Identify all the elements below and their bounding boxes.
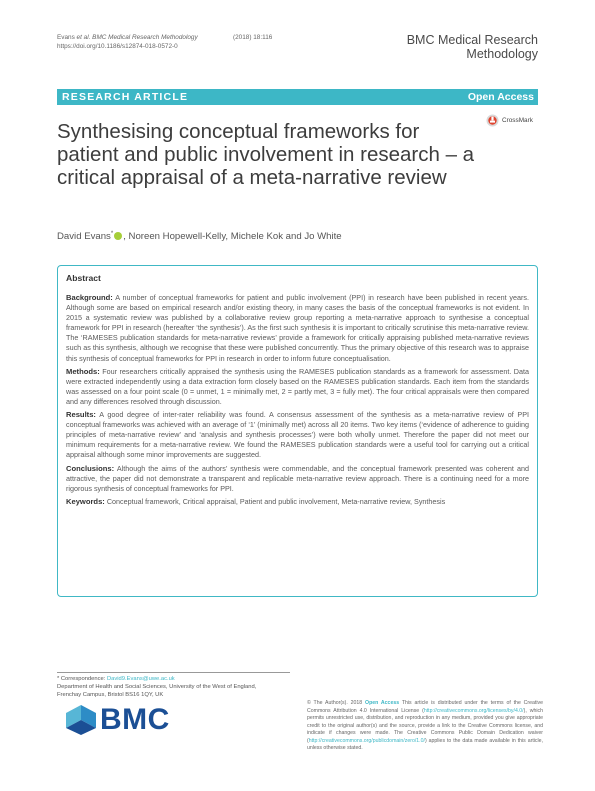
abstract-background: Background: A number of conceptual frameworks for patient and public involvement (PPI) in research have been published in recent years. Although some are based on empirical research and/or existing theory, in many cases the basis of the conceptual frameworks is not evident. In 2015 a systematic review was published by a collaborative review group reporting a meta-narrative approach to synthesise a conceptual framework for PPI in research (hereafter ‘the synthesis’). As the first such synthesis it is important to critically scrutinise this meta-narrative review. The ‘RAMESES publication standards for meta-narrative reviews’ provide a framework for critically appraising published meta-narrative reviews such as this synthesis, although we recognise that these were published concurrently. Thus the primary objective of this research was to appraise this synthesis of conceptual frameworks for PPI in research in order to inform future conceptualisation. <box>66 293 529 363</box>
author-rest: , Noreen Hopewell-Kelly, Michele Kok and Jo White <box>123 231 342 243</box>
open-access-label: Open Access <box>467 91 534 103</box>
orcid-icon[interactable] <box>114 232 122 240</box>
article-type-banner <box>57 89 538 105</box>
correspondence-email[interactable]: David9.Evans@uwe.ac.uk <box>106 676 175 682</box>
abstract-box <box>57 265 538 597</box>
author-list <box>57 231 342 242</box>
article-type: RESEARCH ARTICLE <box>62 91 189 103</box>
bmc-logo <box>66 703 170 737</box>
citation-line: Evans et al. BMC Medical Research Methodology (2018) 18:116 <box>57 34 273 41</box>
doi-link[interactable]: https://doi.org/10.1186/s12874-018-0572-0 <box>57 43 178 50</box>
crossmark-label: CrossMark <box>502 117 533 124</box>
abstract-methods: Methods: Four researchers critically appraised the synthesis using the RAMESES publication standards as a framework for assessment. Data were extracted independently using a data extraction form closely based on the RAMESES publication standards. Each item from the standards was assessed on a four point scale (0 = unmet, 1 = minimally met, 2 = partly met, 3 = fully met). The four critical appraisals were then compared and any differences resolved through discussion. <box>66 366 529 406</box>
abstract-results: Results: A good degree of inter-rater reliability was found. A consensus assessment of the synthesis as a meta-narrative review of PPI conceptual frameworks was achieved with an average of ‘1’ (minimally met) across all 20 items. Two key items (‘evidence of adherence to guiding principles of meta-narrative review’ and ‘analysis and synthesis processes’) were both wholly unmet. Therefore the paper did not meet our minimum requirements for a meta-narrative review. We found the RAMESES publication standards were a useful tool for carrying out a critical appraisal although some minor improvements are suggested. <box>66 410 529 460</box>
crossmark-icon <box>486 114 499 127</box>
abstract-conclusions: Conclusions: Although the aims of the authors’ synthesis were commendable, and the conceptual framework presented was coherent and attractive, the paper did not demonstrate a transparent and replicable meta-narrative review approach. There is a continuing need for a more rigorous synthesis of conceptual frameworks for PPI. <box>66 463 529 493</box>
bmc-logo-text: BMC <box>100 703 170 736</box>
article-title: Synthesising conceptual frameworks for patient and public involvement in research – a critical appraisal of a meta-narrative review <box>57 120 475 189</box>
footnote-divider <box>57 672 290 673</box>
author-first[interactable]: David Evans <box>57 231 111 243</box>
license-statement: © The Author(s). 2018 Open Access This article is distributed under the terms of the Creative Commons Attribution 4.0 International License (http://creativecommons.org/licenses/by/4.0/), which permits unrestricted use, distribution, and reproduction in any medium, provided you give appropriate credit to the original author(s) and the source, provide a link to the Creative Commons license, and indicate if changes were made. The Creative Commons Public Domain Dedication waiver (http://creativecommons.org/publicdomain/zero/1.0/) applies to the data made available in this article, unless otherwise stated. <box>307 700 543 751</box>
cc-zero-waiver-link[interactable]: http://creativecommons.org/publicdomain/zero/1.0/ <box>308 737 425 744</box>
journal-name: BMC Medical Research Methodology <box>406 33 538 61</box>
running-header <box>57 33 273 51</box>
abstract-heading: Abstract <box>66 273 101 283</box>
corresponding-mark: * <box>110 231 114 237</box>
correspondence-note: * Correspondence: David9.Evans@uwe.ac.uk Department of Health and Social Sciences, University of the West of England, Frenchay Campus, Bristol BS16 1QY, UK <box>57 676 257 699</box>
bmc-logo-icon <box>66 705 96 735</box>
cc-by-license-link[interactable]: http://creativecommons.org/licenses/by/4.0/ <box>423 707 524 714</box>
crossmark-badge[interactable] <box>486 114 533 127</box>
citation-year: (2018) 18:116 <box>233 34 273 41</box>
abstract-keywords: Keywords: Conceptual framework, Critical appraisal, Patient and public involvement, Meta-narrative review, Synthesis <box>66 496 446 506</box>
